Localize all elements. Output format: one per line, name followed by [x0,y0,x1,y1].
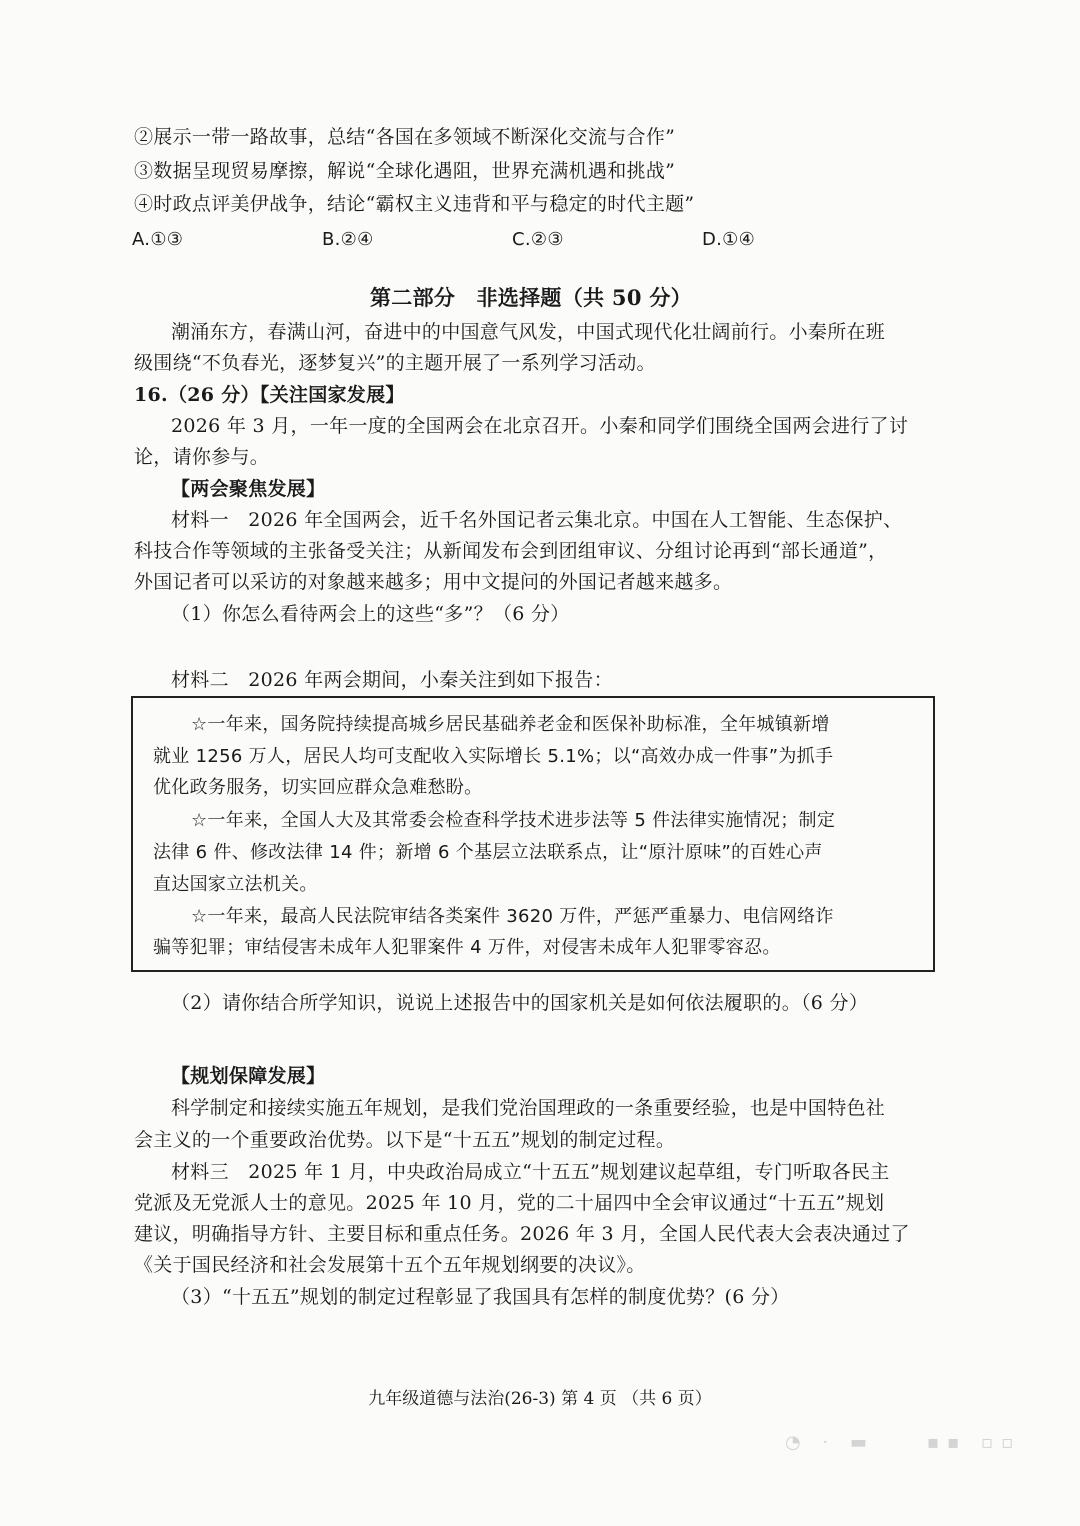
watermark-logo: ◔ · ▬ ▪▪ ▫▫ [785,1432,1022,1453]
report-box [131,696,935,972]
page-footer: 九年级道德与法治(26-3) 第 4 页 （共 6 页） [368,1389,712,1409]
report-line: 就业 1256 万人，居民人均可支配收入实际增长 5.1%；以“高效办成一件事”为抓手 [153,746,834,767]
report-line: 直达国家立法机关。 [153,874,318,895]
material-1-line2: 科技合作等领域的主张备受关注；从新闻发布会到团组审议、分组讨论再到“部长通道”， [134,540,888,562]
material-1-line1: 材料一 2026 年全国两会，近千名外国记者云集北京。中国在人工智能、生态保护、 [171,509,903,531]
section-heading-focus: 【两会聚焦发展】 [171,478,326,500]
option-item-2: ②展示一带一路故事，总结“各国在多领域不断深化交流与合作” [134,126,676,148]
material-3-line4: 《关于国民经济和社会发展第十五个五年规划纲要的决议》。 [134,1254,646,1276]
report-line: ☆一年来，全国人大及其常委会检查科学技术进步法等 5 件法律实施情况；制定 [191,810,836,831]
choice-b: B.②④ [322,229,374,250]
choice-c: C.②③ [512,229,564,250]
option-item-3: ③数据呈现贸易摩擦，解说“全球化遇阻，世界充满机遇和挑战” [134,160,676,182]
planning-para-line2: 会主义的一个重要政治优势。以下是“十五五”规划的制定过程。 [134,1129,676,1151]
report-line: 法律 6 件、修改法律 14 件；新增 6 个基层立法联系点，让“原汁原味”的百姓心声 [153,842,823,863]
q16-lead-line1: 2026 年 3 月，一年一度的全国两会在北京召开。小秦和同学们围绕全国两会进行了讨 [171,415,909,437]
choice-a: A.①③ [132,229,184,250]
material-3-line1: 材料三 2025 年 1 月，中央政治局成立“十五五”规划建议起草组，专门听取各民主 [171,1161,890,1183]
planning-para-line1: 科学制定和接续实施五年规划，是我们党治国理政的一条重要经验，也是中国特色社 [171,1097,886,1119]
answer-choices [132,226,892,253]
part2-intro-line2: 级围绕“不负春光，逐梦复兴”的主题开展了一系列学习活动。 [134,352,656,374]
choice-d: D.①④ [702,229,756,250]
report-line: 骗等犯罪；审结侵害未成年人犯罪案件 4 万件，对侵害未成年人犯罪零容忍。 [153,937,781,958]
material-1-line3: 外国记者可以采访的对象越来越多；用中文提问的外国记者越来越多。 [134,571,733,593]
option-item-4: ④时政点评美伊战争，结论“霸权主义违背和平与稳定的时代主题” [134,193,695,215]
part2-intro-line1: 潮涌东方，春满山河，奋进中的中国意气风发，中国式现代化壮阔前行。小秦所在班 [171,321,886,343]
material-3-line2: 党派及无党派人士的意见。2025 年 10 月，党的二十届四中全会审议通过“十五五”规划 [134,1192,885,1214]
material-3-line3: 建议，明确指导方针、主要目标和重点任务。2026 年 3 月，全国人民代表大会表决通过了 [134,1223,910,1245]
sub-question-2: （2）请你结合所学知识，说说上述报告中的国家机关是如何依法履职的。（6 分） [171,992,869,1014]
material-2-intro: 材料二 2026 年两会期间，小秦关注到如下报告： [171,669,613,691]
report-line: ☆一年来，国务院持续提高城乡居民基础养老金和医保补助标准，全年城镇新增 [191,714,830,735]
question-16-header: 16.（26 分）【关注国家发展】 [134,384,405,406]
report-line: 优化政务服务，切实回应群众急难愁盼。 [153,777,483,798]
sub-question-1: （1）你怎么看待两会上的这些“多”？（6 分） [171,603,570,625]
report-line: ☆一年来，最高人民法院审结各类案件 3620 万件，严惩严重暴力、电信网络诈 [191,906,834,927]
part2-title: 第二部分 非选择题（共 50 分） [370,285,692,310]
sub-question-3: （3）“十五五”规划的制定过程彰显了我国具有怎样的制度优势？(6 分） [171,1286,790,1308]
q16-lead-line2: 论，请你参与。 [134,446,270,468]
section-heading-planning: 【规划保障发展】 [171,1065,326,1087]
